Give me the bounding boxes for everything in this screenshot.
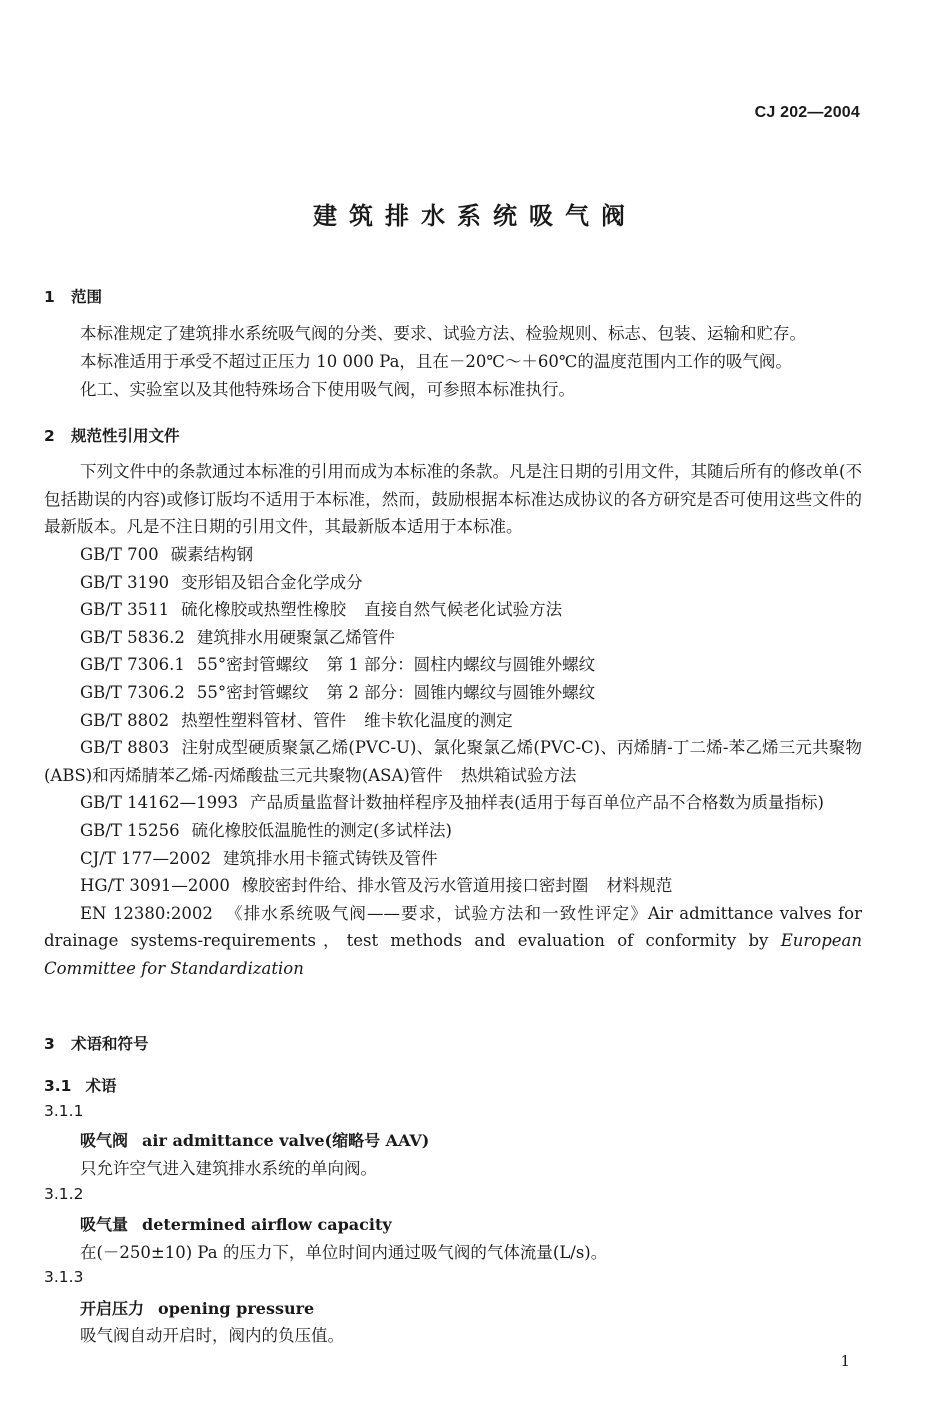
ref-subtitle: 维卡软化温度的测定	[364, 710, 513, 730]
ref-title: 55°密封管螺纹	[196, 655, 309, 675]
section-title: 范围	[71, 288, 103, 306]
ref-subtitle: 第 1 部分：圆柱内螺纹与圆锥外螺纹	[326, 655, 596, 675]
ref-code: GB/T 700	[80, 545, 159, 564]
ref-title: 建筑排水用硬聚氯乙烯管件	[196, 627, 395, 647]
section-title: 规范性引用文件	[71, 427, 180, 445]
ref-title: 橡胶密封件给、排水管及污水管道用接口密封圈	[241, 876, 589, 896]
reference-item	[44, 872, 862, 900]
ref-code: EN 12380:2002	[80, 903, 213, 923]
term-en: air admittance valve(缩略号 AAV)	[142, 1131, 430, 1150]
reference-item	[44, 541, 862, 569]
ref-title: 建筑排水用卡箍式铸铁及管件	[223, 848, 438, 868]
ref-title: 产品质量监督计数抽样程序及抽样表(适用于每百单位产品不合格数为质量指标)	[250, 793, 824, 813]
term-cn: 吸气量	[80, 1215, 129, 1234]
clause-number: 3.1.3	[44, 1268, 84, 1286]
reference-item	[44, 707, 862, 735]
standard-code: CJ 202—2004	[754, 104, 860, 121]
section-number: 2	[44, 427, 55, 445]
ref-title-cn: 《排水系统吸气阀——要求，试验方法和一致性评定》	[224, 903, 648, 923]
scope-paragraph: 化工、实验室以及其他特殊场合下使用吸气阀，可参照本标准执行。	[80, 380, 575, 399]
ref-org: European Committee for Standardization	[44, 931, 862, 978]
term-en: opening pressure	[158, 1299, 315, 1318]
ref-code: GB/T 7306.1	[80, 655, 185, 675]
reference-item	[44, 596, 862, 624]
section-number: 3	[44, 1035, 55, 1053]
section-number: 1	[44, 288, 55, 306]
clause-number: 3.1.1	[44, 1102, 84, 1120]
ref-code: HG/T 3091—2000	[80, 876, 230, 896]
section-title: 术语和符号	[71, 1035, 149, 1053]
reference-list	[44, 541, 862, 983]
term-cn: 吸气阀	[80, 1131, 129, 1150]
ref-code: CJ/T 177—2002	[80, 848, 212, 868]
reference-item-en	[44, 900, 862, 983]
ref-subtitle: 直接自然气候老化试验方法	[364, 600, 563, 620]
reference-item	[44, 734, 862, 789]
ref-subtitle: 第 2 部分：圆锥内螺纹与圆锥外螺纹	[326, 682, 596, 702]
ref-code: GB/T 8803	[80, 738, 170, 758]
reference-item	[44, 624, 862, 652]
ref-subtitle: 材料规范	[606, 876, 673, 896]
ref-code: GB/T 14162—1993	[80, 793, 239, 813]
subsection-3-1	[44, 1074, 116, 1096]
ref-title-en: Air admittance valves for drainage systems-requirements，test methods and evaluation of conformity by	[44, 903, 862, 951]
reference-item	[44, 679, 862, 707]
ref-title: 碳素结构钢	[170, 545, 254, 564]
term-heading	[80, 1212, 392, 1235]
reference-item	[44, 569, 862, 597]
section-1-heading	[44, 285, 102, 307]
ref-code: GB/T 3511	[80, 600, 170, 620]
ref-title: 注射成型硬质聚氯乙烯(PVC-U)、氯化聚氯乙烯(PVC-C)、丙烯腈-丁二烯-苯乙烯三元共聚物(ABS)和丙烯腈苯乙烯-丙烯酸盐三元共聚物(ASA)管件	[44, 738, 862, 785]
reference-item	[44, 817, 862, 845]
reference-item	[44, 845, 862, 873]
ref-subtitle: 热烘箱试验方法	[460, 765, 577, 785]
term-heading	[80, 1128, 429, 1151]
section-2-heading	[44, 424, 180, 446]
normative-refs-intro: 下列文件中的条款通过本标准的引用而成为本标准的条款。凡是注日期的引用文件，其随后所有的修改单(不包括勘误的内容)或修订版均不适用于本标准，然而，鼓励根据本标准达成协议的各方研究是否可使用这些文件的最新版本。凡是不注日期的引用文件，其最新版本适用于本标准。	[44, 462, 862, 537]
subsection-title: 术语	[85, 1077, 117, 1095]
subsection-number: 3.1	[44, 1077, 72, 1095]
ref-title: 硫化橡胶或热塑性橡胶	[181, 600, 347, 620]
term-en: determined airflow capacity	[142, 1215, 392, 1234]
clause-number: 3.1.2	[44, 1185, 84, 1203]
term-definition: 吸气阀自动开启时，阀内的负压值。	[80, 1326, 344, 1345]
ref-code: GB/T 8802	[80, 710, 170, 730]
ref-code: GB/T 5836.2	[80, 627, 185, 647]
ref-code: GB/T 3190	[80, 572, 170, 592]
page-number: 1	[840, 1352, 850, 1370]
scope-paragraph: 本标准规定了建筑排水系统吸气阀的分类、要求、试验方法、检验规则、标志、包装、运输和贮存。	[80, 324, 806, 343]
scope-paragraph: 本标准适用于承受不超过正压力 10 000 Pa，且在－20℃～＋60℃的温度范围内工作的吸气阀。	[80, 352, 792, 371]
ref-code: GB/T 7306.2	[80, 682, 185, 702]
ref-title: 变形铝及铝合金化学成分	[181, 572, 363, 592]
reference-item	[44, 651, 862, 679]
ref-code: GB/T 15256	[80, 820, 180, 840]
ref-title: 硫化橡胶低温脆性的测定(多试样法)	[191, 820, 452, 840]
document-title: 建筑排水系统吸气阀	[313, 202, 637, 230]
term-heading	[80, 1296, 314, 1319]
reference-item	[44, 789, 862, 817]
section-3-heading	[44, 1032, 149, 1054]
term-cn: 开启压力	[80, 1299, 145, 1318]
term-definition: 在(－250±10) Pa 的压力下，单位时间内通过吸气阀的气体流量(L/s)。	[80, 1243, 608, 1262]
term-definition: 只允许空气进入建筑排水系统的单向阀。	[80, 1159, 377, 1178]
ref-title: 热塑性塑料管材、管件	[181, 710, 347, 730]
ref-title: 55°密封管螺纹	[196, 682, 309, 702]
